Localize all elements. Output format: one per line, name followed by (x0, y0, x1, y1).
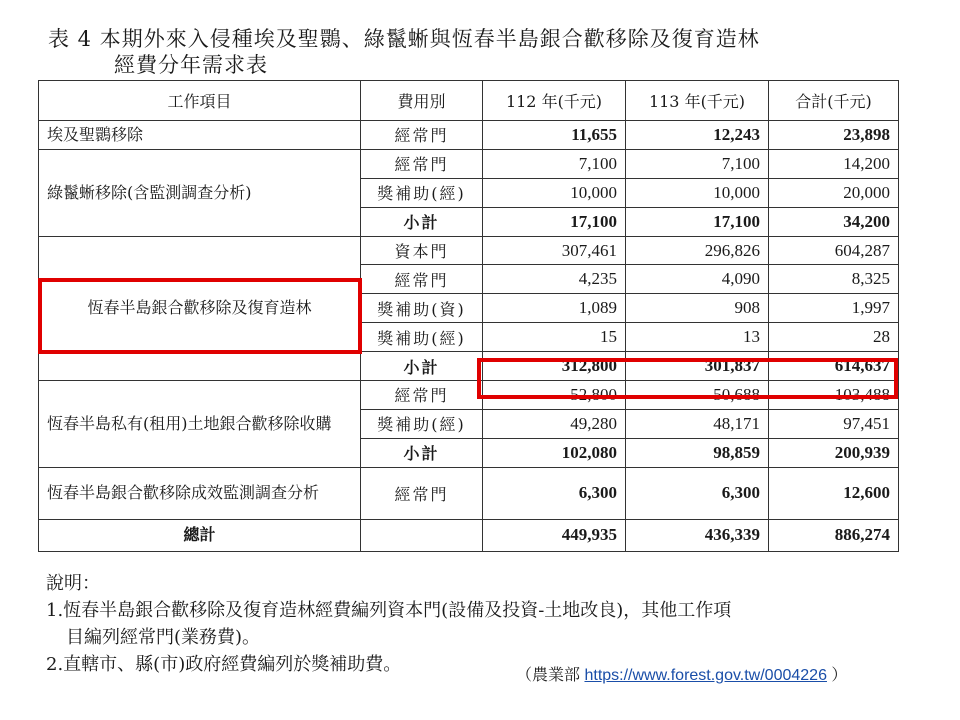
value-112: 6,300 (483, 467, 626, 519)
value-112: 17,100 (483, 207, 626, 236)
value-112: 1,089 (483, 294, 626, 323)
value-112: 312,800 (483, 352, 626, 381)
highlight-box-item (38, 278, 362, 354)
value-112: 49,280 (483, 409, 626, 438)
value-113: 7,100 (626, 149, 769, 178)
table-header-row (39, 81, 899, 121)
type-cell: 資本門 (361, 236, 483, 265)
notes-heading: 說明： (46, 573, 100, 594)
value-113: 436,339 (626, 519, 769, 551)
value-total: 614,637 (769, 352, 899, 381)
type-cell: 小計 (361, 352, 483, 381)
item-cell: 總計 (39, 519, 361, 551)
value-total: 14,200 (769, 149, 899, 178)
item-cell: 恆春半島銀合歡移除成效監測調查分析 (39, 467, 361, 519)
value-112: 52,800 (483, 381, 626, 410)
value-total: 1,997 (769, 294, 899, 323)
value-total: 97,451 (769, 409, 899, 438)
value-113: 48,171 (626, 409, 769, 438)
item-cell: 埃及聖䴉移除 (39, 121, 361, 150)
type-cell: 獎補助(資) (361, 294, 483, 323)
source-prefix: （農業部 (516, 667, 581, 684)
header-y112: 112 年(千元) (483, 81, 626, 121)
value-113: 296,826 (626, 236, 769, 265)
value-113: 10,000 (626, 178, 769, 207)
item-cell: 恆春半島銀合歡移除及復育造林 (39, 236, 361, 380)
grand-total-row (39, 519, 899, 551)
title-line-1: 表 4 本期外來入侵種埃及聖䴉、綠鬣蜥與恆春半島銀合歡移除及復育造林 (48, 27, 760, 51)
title-line-2: 經費分年需求表 (114, 53, 268, 77)
value-total: 103,488 (769, 381, 899, 410)
header-y113: 113 年(千元) (626, 81, 769, 121)
value-total: 28 (769, 323, 899, 352)
type-cell: 獎補助(經) (361, 323, 483, 352)
table-row (39, 121, 899, 150)
table-row (39, 236, 899, 265)
value-112: 11,655 (483, 121, 626, 150)
source-suffix: ） (831, 667, 848, 684)
value-112: 307,461 (483, 236, 626, 265)
value-113: 12,243 (626, 121, 769, 150)
value-112: 7,100 (483, 149, 626, 178)
value-113: 17,100 (626, 207, 769, 236)
type-cell: 獎補助(經) (361, 178, 483, 207)
value-total: 20,000 (769, 178, 899, 207)
table-row (39, 149, 899, 178)
value-112: 15 (483, 323, 626, 352)
value-total: 12,600 (769, 467, 899, 519)
header-type: 費用別 (361, 81, 483, 121)
table-title (48, 26, 760, 78)
header-total: 合計(千元) (769, 81, 899, 121)
type-cell: 經常門 (361, 149, 483, 178)
value-total: 604,287 (769, 236, 899, 265)
value-113: 6,300 (626, 467, 769, 519)
value-113: 4,090 (626, 265, 769, 294)
type-cell: 經常門 (361, 467, 483, 519)
item-cell: 恆春半島私有(租用)土地銀合歡移除收購 (39, 381, 361, 468)
value-113: 908 (626, 294, 769, 323)
note-2: 2.直轄市、縣(市)政府經費編列於獎補助費。 (46, 654, 402, 675)
type-cell: 經常門 (361, 121, 483, 150)
value-113: 301,837 (626, 352, 769, 381)
type-cell: 小計 (361, 207, 483, 236)
value-total: 200,939 (769, 438, 899, 467)
value-112: 449,935 (483, 519, 626, 551)
type-cell: 小計 (361, 438, 483, 467)
item-cell: 綠鬣蜥移除(含監測調查分析) (39, 149, 361, 236)
type-cell: 獎補助(經) (361, 409, 483, 438)
value-total: 34,200 (769, 207, 899, 236)
source-link[interactable]: https://www.forest.gov.tw/0004226 (584, 667, 827, 684)
note-1: 1.恆春半島銀合歡移除及復育造林經費編列資本門(設備及投資-土地改良)，其他工作項 (46, 600, 732, 621)
value-total: 23,898 (769, 121, 899, 150)
source-citation (516, 662, 847, 685)
header-item: 工作項目 (39, 81, 361, 121)
value-112: 102,080 (483, 438, 626, 467)
value-total: 8,325 (769, 265, 899, 294)
value-112: 4,235 (483, 265, 626, 294)
value-113: 98,859 (626, 438, 769, 467)
type-cell: 經常門 (361, 265, 483, 294)
type-cell (361, 519, 483, 551)
type-cell: 經常門 (361, 381, 483, 410)
value-total: 886,274 (769, 519, 899, 551)
note-1-continued: 目編列經常門(業務費)。 (66, 627, 261, 648)
value-112: 10,000 (483, 178, 626, 207)
value-113: 50,688 (626, 381, 769, 410)
table-row (39, 467, 899, 519)
value-113: 13 (626, 323, 769, 352)
highlight-box-subtotal (477, 358, 898, 399)
